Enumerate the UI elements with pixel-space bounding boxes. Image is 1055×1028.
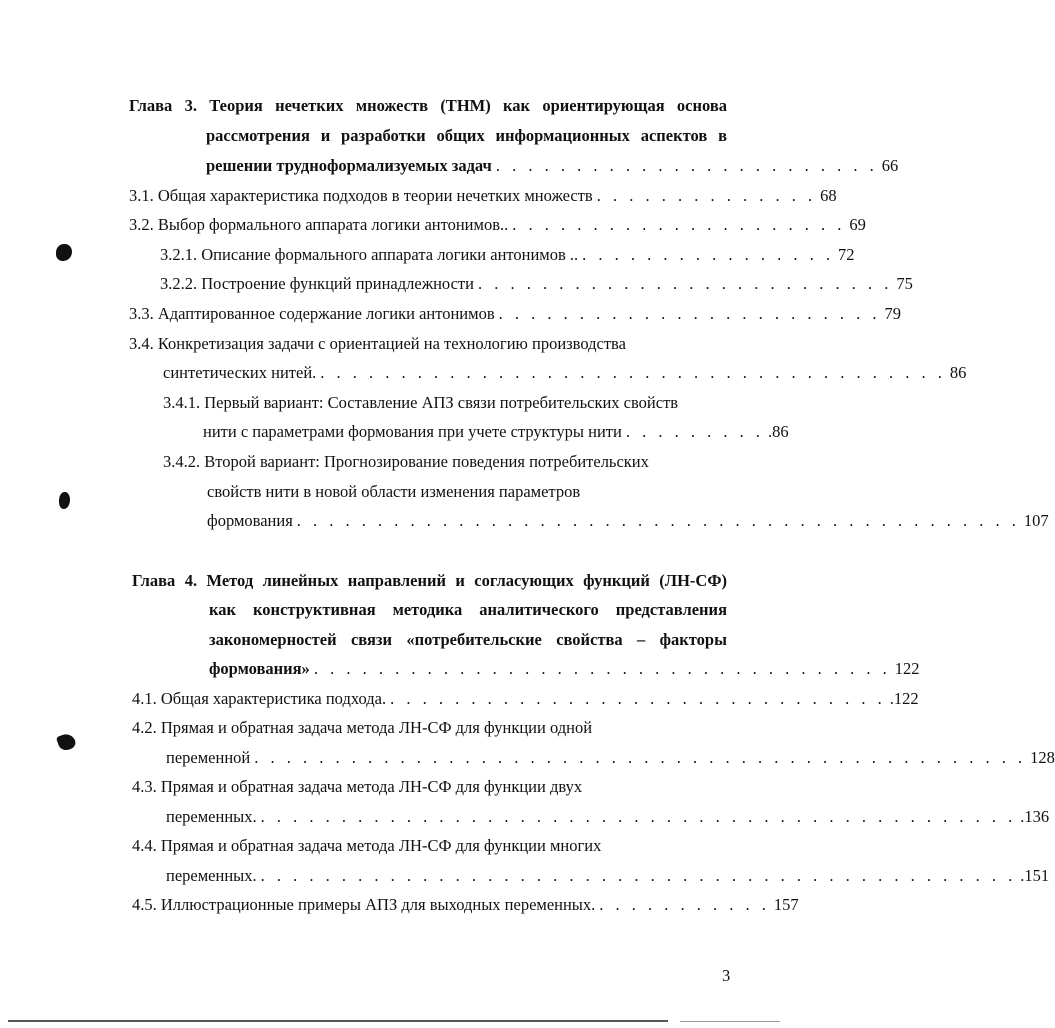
chapter3-title-line1: Глава 3. Теория нечетких множеств (ТНМ) как ориентирующая основа [129,96,727,115]
toc-entry[interactable]: 3.1. Общая характеристика подходов в теории нечетких множеств . . . . . . . . . . . . . . 68 [129,186,837,205]
chapter4-title-line4 [209,659,920,679]
toc-entry-continuation[interactable]: переменных. . . . . . . . . . . . . . . . . . . . . . . . . . . . . . . . . . . . . . . . . . . . . . . . .136 [166,807,1050,826]
chapter3-page: 66 [881,156,899,175]
page-number: 3 [722,966,731,985]
punch-hole-mark [56,244,72,261]
toc-entry[interactable]: 4.4. Прямая и обратная задача метода ЛН-СФ для функции многих [132,836,602,855]
toc-entry-continuation[interactable]: переменных. . . . . . . . . . . . . . . . . . . . . . . . . . . . . . . . . . . . . . . . . . . . . . . . .151 [166,866,1050,885]
toc-entry-continuation[interactable]: синтетических нитей. . . . . . . . . . . . . . . . . . . . . . . . . . . . . . . . . . . . . . . . 86 [163,363,967,382]
chapter4-title-line4-text: формования» [209,659,310,678]
punch-hole-mark [56,732,77,753]
toc-entry[interactable]: 3.4.1. Первый вариант: Составление АПЗ связи потребительских свойств [163,393,679,412]
toc-entry[interactable]: 4.5. Иллюстрационные примеры АПЗ для выходных переменных. . . . . . . . . . . . 157 [132,895,799,914]
chapter4-page: 122 [894,659,920,678]
chapter4-title-line2: как конструктивная методика аналитического представления [209,600,727,619]
toc-entry[interactable]: 4.2. Прямая и обратная задача метода ЛН-СФ для функции одной [132,718,593,737]
leader-dots: . . . . . . . . . . . . . . . . . . . . . . . . [495,156,878,175]
toc-entry-continuation[interactable]: переменной . . . . . . . . . . . . . . . . . . . . . . . . . . . . . . . . . . . . . . . . . . . . . . . . 128 [166,748,1055,767]
chapter3-title-line3 [206,156,899,176]
toc-entry-continuation[interactable]: формования . . . . . . . . . . . . . . . . . . . . . . . . . . . . . . . . . . . . . . . . . . . . . 107 [207,511,1049,530]
toc-entry[interactable]: 3.4.2. Второй вариант: Прогнозирование поведения потребительских [163,452,649,471]
toc-entry[interactable]: 3.2. Выбор формального аппарата логики антонимов.. . . . . . . . . . . . . . . . . . . . . . 69 [129,215,866,234]
scan-edge-line [8,1020,668,1022]
chapter4-title-line1: Глава 4. Метод линейных направлений и согласующих функций (ЛН-СФ) [132,571,727,590]
chapter3-title-line2: рассмотрения и разработки общих информационных аспектов в [206,126,727,145]
toc-entry[interactable]: 3.2.2. Построение функций принадлежности . . . . . . . . . . . . . . . . . . . . . . . . . . 75 [160,274,913,293]
toc-entry-continuation[interactable]: свойств нити в новой области изменения параметров [207,482,581,501]
leader-dots: . . . . . . . . . . . . . . . . . . . . . . . . . . . . . . . . . . . . [313,659,891,678]
toc-entry-continuation[interactable]: нити с параметрами формования при учете структуры нити . . . . . . . . . .86 [203,422,789,441]
toc-entry[interactable]: 3.2.1. Описание формального аппарата логики антонимов .. . . . . . . . . . . . . . . . . 72 [160,245,855,264]
punch-hole-mark [59,492,70,509]
chapter3-title-line3-text: решении трудноформализуемых задач [206,156,492,175]
toc-entry[interactable]: 4.1. Общая характеристика подхода. . . . . . . . . . . . . . . . . . . . . . . . . . . . . . . . .122 [132,689,919,708]
chapter4-title-line3: закономерностей связи «потребительские свойства – факторы [209,630,727,649]
scan-edge-line [680,1021,780,1022]
toc-entry[interactable]: 3.3. Адаптированное содержание логики антонимов . . . . . . . . . . . . . . . . . . . . . . . . 79 [129,304,901,323]
toc-entry[interactable]: 3.4. Конкретизация задачи с ориентацией на технологию производства [129,334,626,353]
toc-entry[interactable]: 4.3. Прямая и обратная задача метода ЛН-СФ для функции двух [132,777,583,796]
